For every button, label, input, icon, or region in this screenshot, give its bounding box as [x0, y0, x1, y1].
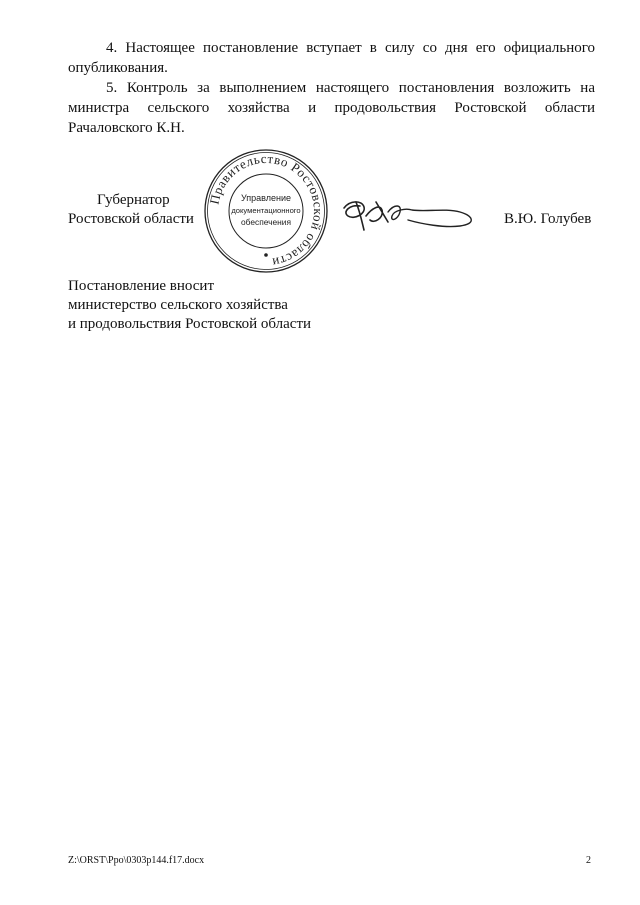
paragraph-4: [68, 38, 595, 78]
official-seal: [203, 148, 329, 274]
submitted-by-note: [68, 277, 311, 334]
handwritten-signature: [336, 190, 484, 236]
paragraph-4-text: 4. Настоящее постановление вступает в силу со дня его официального опубликования.: [68, 40, 595, 76]
governor-title: Губернатор: [97, 192, 170, 208]
paragraph-5-text: 5. Контроль за выполнением настоящего постановления возложить на министра сельского хозяйства и продовольствия Ростовской области Рачаловского К.Н.: [68, 80, 595, 136]
note-line-1: Постановление вносит: [68, 278, 215, 294]
seal-ring-text: Правительство Ростовской области: [206, 150, 327, 271]
seal-inner-line-1: Управление: [240, 193, 292, 203]
signer-name: В.Ю. Голубев: [504, 211, 592, 227]
governor-region: Ростовской области: [68, 211, 194, 227]
note-line-2: министерство сельского хозяйства: [68, 297, 288, 313]
note-line-3: и продовольствия Ростовской области: [68, 316, 312, 332]
footer-file-path: Z:\ORST\Ppo\0303p144.f17.docx: [68, 855, 205, 866]
seal-inner-line-2: документационного: [231, 206, 301, 215]
seal-inner-line-3: обеспечения: [241, 217, 291, 227]
paragraph-5: [68, 78, 595, 138]
footer-page-number: 2: [586, 855, 591, 866]
